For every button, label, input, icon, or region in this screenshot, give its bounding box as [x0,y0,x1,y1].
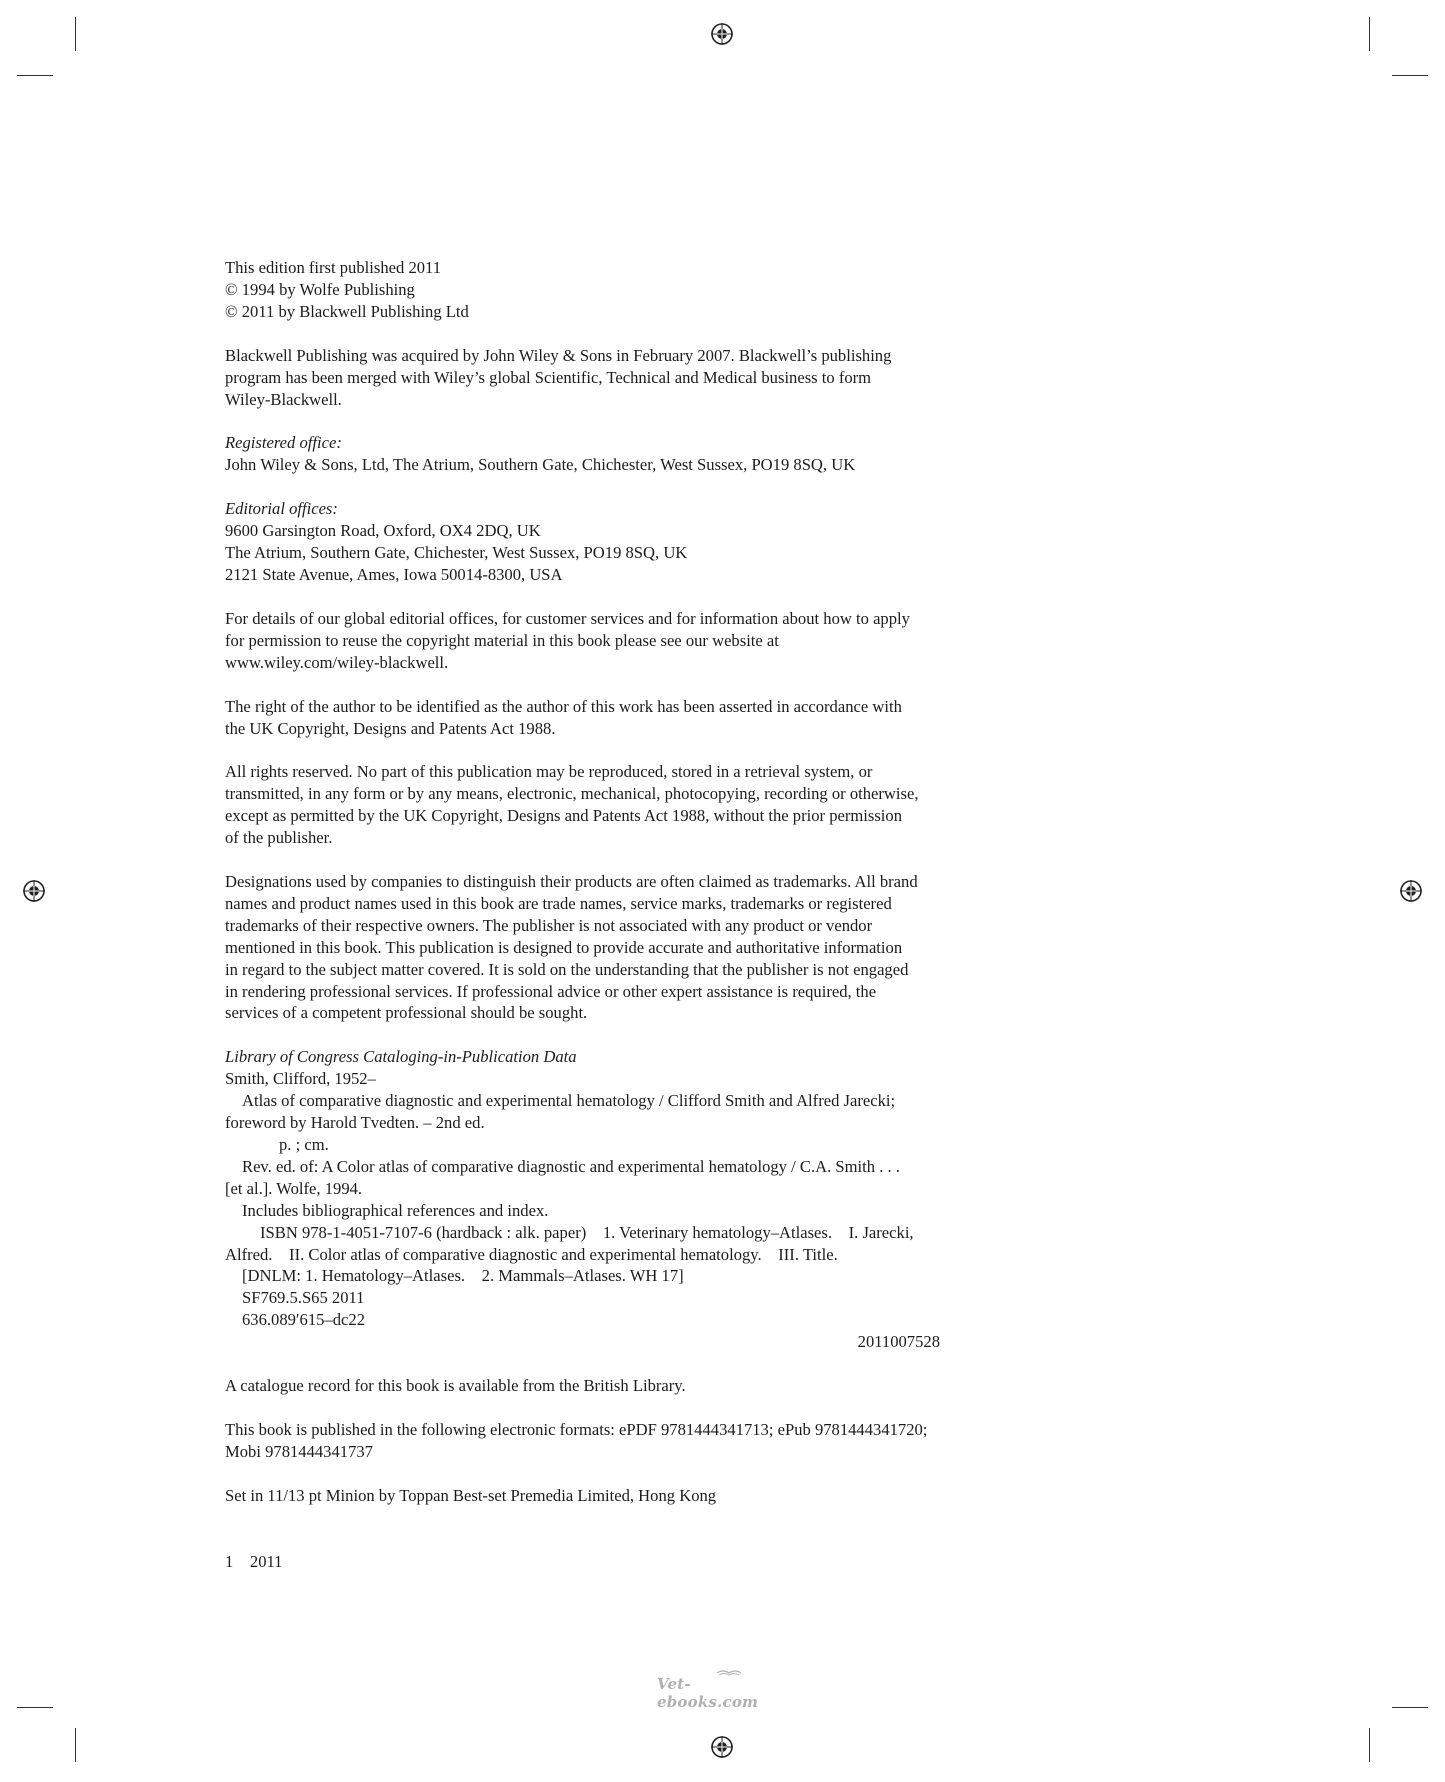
cip-dewey: 636.089′615–dc22 [242,1310,366,1330]
editorial-office-address: 2121 State Avenue, Ames, Iowa 50014-8300, USA [225,564,563,584]
crop-mark-left-top [17,75,53,76]
watermark-text: Vet-ebooks.com [657,1675,759,1711]
text-line: Designations used by companies to distinguish their products are often claimed as trademarks. All brand [225,872,918,892]
cip-isbn-continued: Alfred. II. Color atlas of comparative diagnostic and experimental hematology. III. Title. [225,1244,838,1264]
crop-mark-top-right [1369,17,1370,51]
text-line: except as permitted by the UK Copyright, Designs and Patents Act 1988, without the prior permission [225,806,903,826]
registration-mark-right-icon [1399,879,1423,903]
crop-mark-right-bottom [1392,1707,1428,1708]
cip-isbn: ISBN 978-1-4051-7107-6 (hardback : alk. paper) 1. Veterinary hematology–Atlases. I. Jarecki, [260,1222,914,1242]
editorial-offices-section [225,498,985,586]
registration-mark-left-icon [22,879,46,903]
cip-title: Atlas of comparative diagnostic and experimental hematology / Clifford Smith and Alfred Jarecki; [242,1091,896,1111]
text-line: program has been merged with Wiley’s global Scientific, Technical and Medical business to form [225,367,872,387]
cip-revision: Rev. ed. of: A Color atlas of comparative diagnostic and experimental hematology / C.A. Smith . . . [242,1156,900,1176]
copyright-line: © 1994 by Wolfe Publishing [225,279,415,299]
cip-dnlm: [DNLM: 1. Hematology–Atlases. 2. Mammals–Atlases. WH 17] [242,1266,684,1286]
details-paragraph [225,608,985,674]
text-line: trademarks of their respective owners. The publisher is not associated with any product or vendor [225,915,873,935]
rights-reserved-paragraph [225,761,985,849]
cip-includes: Includes bibliographical references and index. [242,1200,549,1220]
cip-extent: p. ; cm. [279,1135,329,1154]
cip-revision-continued: [et al.]. Wolfe, 1994. [225,1178,363,1198]
crop-mark-right-top [1392,75,1428,76]
cip-heading: Library of Congress Cataloging-in-Publication Data [225,1047,577,1067]
catalogue-record-line: A catalogue record for this book is available from the British Library. [225,1376,686,1396]
crop-mark-left-bottom [17,1707,53,1708]
edition-copyright-section [225,257,985,323]
cip-data-section [225,1046,985,1353]
typeset-line: Set in 11/13 pt Minion by Toppan Best-set Premedia Limited, Hong Kong [225,1485,717,1505]
text-line: for permission to reuse the copyright material in this book please see our website at [225,630,779,650]
designations-paragraph [225,871,985,1024]
cip-title-continued: foreword by Harold Tvedten. – 2nd ed. [225,1113,485,1133]
electronic-formats-paragraph [225,1419,985,1463]
website-link[interactable]: www.wiley.com/wiley-blackwell. [225,652,449,672]
acquisition-paragraph [225,345,985,411]
crop-mark-top-left [75,17,76,51]
crop-mark-bottom-left [75,1728,76,1762]
text-line: of the publisher. [225,828,333,848]
edition-line: This edition first published 2011 [225,258,442,277]
text-line: All rights reserved. No part of this publication may be reproduced, stored in a retrieval system, or [225,762,873,782]
text-line: Mobi 9781444341737 [225,1441,373,1461]
text-line: This book is published in the following electronic formats: ePDF 9781444341713; ePub 9781444341720; [225,1419,928,1439]
editorial-office-address: 9600 Garsington Road, Oxford, OX4 2DQ, UK [225,521,541,541]
text-line: For details of our global editorial offices, for customer services and for information about how to apply [225,608,910,628]
text-line: services of a competent professional should be sought. [225,1003,588,1023]
watermark-logo [655,1669,790,1711]
editorial-office-address: The Atrium, Southern Gate, Chichester, West Sussex, PO19 8SQ, UK [225,543,688,563]
text-line: in rendering professional services. If professional advice or other expert assistance is required, the [225,981,877,1001]
registered-office-heading: Registered office: [225,433,342,453]
text-line: the UK Copyright, Designs and Patents Act 1988. [225,718,556,738]
text-line: Blackwell Publishing was acquired by John Wiley & Sons in February 2007. Blackwell’s publishing [225,345,892,365]
registered-office-address: John Wiley & Sons, Ltd, The Atrium, Southern Gate, Chichester, West Sussex, PO19 8SQ, UK [225,455,856,475]
printing-line: 1 2011 [225,1551,283,1571]
editorial-offices-heading: Editorial offices: [225,499,338,519]
cip-lc-class: SF769.5.S65 2011 [242,1288,365,1308]
text-line: in regard to the subject matter covered. It is sold on the understanding that the publisher is not engaged [225,959,909,979]
text-line: names and product names used in this book are trade names, service marks, trademarks or registered [225,893,892,913]
author-right-paragraph [225,696,985,740]
cip-author: Smith, Clifford, 1952– [225,1069,376,1089]
copyright-line: © 2011 by Blackwell Publishing Ltd [225,301,469,321]
text-line: The right of the author to be identified as the author of this work has been asserted in accordance with [225,696,902,716]
registration-mark-top-icon [710,22,734,46]
text-line: mentioned in this book. This publication is designed to provide accurate and authoritative information [225,937,903,957]
text-line: Wiley-Blackwell. [225,389,342,409]
crop-mark-bottom-right [1369,1728,1370,1762]
registration-mark-bottom-icon [710,1735,734,1759]
registered-office-section [225,432,985,476]
copyright-text-block [225,257,985,1573]
text-line: transmitted, in any form or by any means, electronic, mechanical, photocopying, recording or otherwise, [225,784,919,804]
cip-lccn: 2011007528 [857,1332,940,1352]
